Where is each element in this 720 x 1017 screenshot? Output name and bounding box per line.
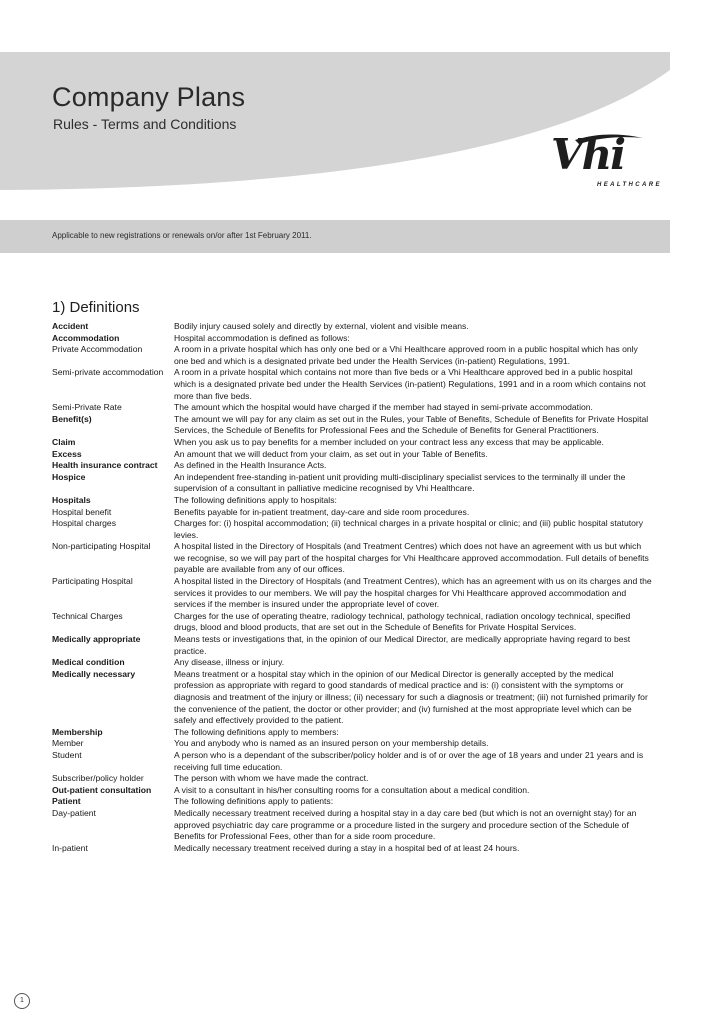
definition-row bbox=[52, 611, 652, 634]
definition-row bbox=[52, 414, 652, 437]
definition-text: Charges for: (i) hospital accommodation; (ii) technical charges in a private hospital or clinic; and (iii) public hospital statutory levies. bbox=[174, 518, 644, 540]
definition-term: Medically necessary bbox=[52, 668, 136, 679]
definition-row bbox=[52, 402, 652, 414]
definition-text: Hospital accommodation is defined as follows: bbox=[174, 332, 350, 343]
definition-text: Bodily injury caused solely and directly by external, violent and visible means. bbox=[174, 321, 469, 331]
definition-term: Accident bbox=[52, 321, 89, 331]
definition-row bbox=[52, 495, 652, 507]
definition-text: The following definitions apply to patients: bbox=[174, 796, 334, 807]
definition-row bbox=[52, 785, 652, 797]
definition-row bbox=[52, 750, 652, 773]
definition-term: Technical Charges bbox=[52, 610, 123, 621]
definition-text: The person with whom we have made the contract. bbox=[174, 773, 369, 784]
definition-text: Medically necessary treatment received during a hospital stay in a day care bed (but which is not an overnight stay) for an approved psychiatric day care programme or a procedure listed in the surgery and procedure section of the Schedule of Benefits for Professional Fees, other than for a side room procedure. bbox=[174, 807, 637, 842]
definition-row bbox=[52, 321, 652, 333]
definition-row bbox=[52, 727, 652, 739]
definition-row bbox=[52, 843, 652, 855]
definition-term: Patient bbox=[52, 796, 81, 807]
definition-term: Hospital benefit bbox=[52, 506, 112, 517]
definition-row bbox=[52, 576, 652, 611]
definition-term: Membership bbox=[52, 726, 103, 737]
logo-wordmark: Vhi bbox=[551, 130, 625, 179]
definition-row bbox=[52, 437, 652, 449]
definition-term: Day-patient bbox=[52, 807, 96, 818]
definition-term: Hospital charges bbox=[52, 518, 117, 529]
definition-term: Claim bbox=[52, 436, 76, 447]
page-number: 1 bbox=[14, 993, 30, 1009]
definition-term: Medical condition bbox=[52, 657, 125, 668]
definition-row bbox=[52, 449, 652, 461]
definition-term: Participating Hospital bbox=[52, 576, 133, 587]
definition-term: Hospitals bbox=[52, 494, 91, 505]
definition-row bbox=[52, 460, 652, 472]
logo-subtext: HEALTHCARE bbox=[597, 182, 662, 188]
definition-row bbox=[52, 344, 652, 367]
definition-text: A visit to a consultant in his/her consulting rooms for a consultation about a medical condition. bbox=[174, 784, 530, 795]
definition-row bbox=[52, 541, 652, 576]
definition-text: The amount we will pay for any claim as set out in the Rules, your Table of Benefits, Schedule of Benefits for Private Hospital Services, the Schedule of Benefits for Professional Fees and the Schedule of Benefits for General Practitioners. bbox=[174, 413, 649, 436]
definition-term: Benefit(s) bbox=[52, 413, 92, 424]
definition-text: A room in a private hospital which has only one bed or a Vhi Healthcare approved room in a public hospital which has only one bed and which is a designated private bed under the Health Services (in-patient) Regulations, 1991. bbox=[174, 344, 638, 366]
definition-row bbox=[52, 333, 652, 345]
definition-row bbox=[52, 738, 652, 750]
definition-row bbox=[52, 518, 652, 541]
definition-text: A room in a private hospital which contains not more than five beds or a Vhi Healthcare approved bed in a public hospital which is a designated private bed under the Health Services (in-patient) Regulations, 1991 and in a room which contains not more than five beds. bbox=[174, 367, 646, 401]
definition-row bbox=[52, 472, 652, 495]
definition-term: Excess bbox=[52, 448, 82, 459]
definition-row bbox=[52, 507, 652, 519]
definition-term: Hospice bbox=[52, 471, 86, 482]
definition-text: An amount that we will deduct from your claim, as set out in your Table of Benefits. bbox=[174, 448, 488, 459]
definition-text: Any disease, illness or injury. bbox=[174, 657, 285, 668]
definition-text: Benefits payable for in-patient treatment, day-care and side room procedures. bbox=[174, 506, 470, 517]
definition-term: Non-participating Hospital bbox=[52, 541, 151, 552]
definition-text: A hospital listed in the Directory of Hospitals (and Treatment Centres), which has an agreement with us on its charges and the services it provides to our members. We will pay the hospital charges for Vhi Healthcare approved accommodation and services if the member is insured under the appropriate level of cover. bbox=[174, 576, 652, 610]
definition-term: Member bbox=[52, 738, 84, 749]
definition-row bbox=[52, 367, 652, 402]
page-title: Company Plans bbox=[52, 82, 246, 112]
definition-text: A hospital listed in the Directory of Hospitals (and Treatment Centres) which does not have an agreement with us but which we recognise, so we will pay part of the hospital charges for Vhi Healthcare approved accommodation. Full details of benefits payable are available from any of our offices. bbox=[174, 541, 649, 575]
definition-text: You and anybody who is named as an insured person on your membership details. bbox=[174, 738, 489, 749]
definition-term: In-patient bbox=[52, 842, 88, 853]
definition-text: An independent free-standing in-patient unit providing multi-disciplinary specialist services to the terminally ill under the supervision of a consultant in palliative medicine recognised by Vhi Healthcare. bbox=[174, 471, 626, 494]
definition-text: Charges for the use of operating theatre, radiology technical, pathology technical, radiation oncology technical, specified drugs, blood and blood products, that are set out in the Schedule of Benefits for Private Hospital Services. bbox=[174, 610, 631, 633]
definition-text: A person who is a dependant of the subscriber/policy holder and is of or over the age of 18 years and under 21 years and is receiving full time education. bbox=[174, 749, 644, 772]
definition-text: Means tests or investigations that, in the opinion of our Medical Director, are medically appropriate having regard to best practice. bbox=[174, 634, 631, 656]
definition-row bbox=[52, 808, 652, 843]
definition-row bbox=[52, 657, 652, 669]
notice-text: Applicable to new registrations or renewals on/or after 1st February 2011. bbox=[52, 231, 312, 240]
definition-row bbox=[52, 669, 652, 727]
definition-row bbox=[52, 634, 652, 657]
definition-term: Student bbox=[52, 749, 82, 760]
definition-row bbox=[52, 773, 652, 785]
definition-text: The following definitions apply to hospitals: bbox=[174, 494, 337, 505]
definition-text: As defined in the Health Insurance Acts. bbox=[174, 460, 327, 471]
definition-text: When you ask us to pay benefits for a member included on your contract less any excess that may be applicable. bbox=[174, 436, 604, 447]
definition-term: Semi-private accommodation bbox=[52, 367, 164, 378]
notice-bar bbox=[0, 220, 670, 253]
definition-term: Accommodation bbox=[52, 332, 120, 343]
definition-row bbox=[52, 796, 652, 808]
definition-text: Medically necessary treatment received during a stay in a hospital bed of at least 24 hours. bbox=[174, 842, 520, 853]
definition-term: Semi-Private Rate bbox=[52, 402, 122, 413]
definition-term: Out-patient consultation bbox=[52, 784, 152, 795]
definition-text: The following definitions apply to members: bbox=[174, 726, 339, 737]
vhi-healthcare-logo bbox=[545, 130, 662, 202]
section-title: 1) Definitions bbox=[52, 299, 140, 316]
definition-text: The amount which the hospital would have charged if the member had stayed in semi-private accommodation. bbox=[174, 402, 593, 413]
definition-term: Private Accommodation bbox=[52, 344, 143, 355]
definition-term: Subscriber/policy holder bbox=[52, 773, 144, 784]
page-subtitle: Rules - Terms and Conditions bbox=[53, 116, 237, 132]
definitions-list bbox=[52, 321, 652, 854]
definition-text: Means treatment or a hospital stay which in the opinion of our Medical Director is generally accepted by the medical profession as appropriate with regard to good standards of medical practice and is: (i) consistent with the symptoms or diagnosis and treatment of the injury or illness; (ii) necessary for such a diagnosis or treatment; (iii) not furnished primarily for the convenience of the patient, the doctor or other provider; and (iv) furnished at the most appropriate level which can be safely and effectively provided to the patient. bbox=[174, 668, 648, 726]
definition-term: Health insurance contract bbox=[52, 460, 158, 471]
definition-term: Medically appropriate bbox=[52, 634, 141, 645]
